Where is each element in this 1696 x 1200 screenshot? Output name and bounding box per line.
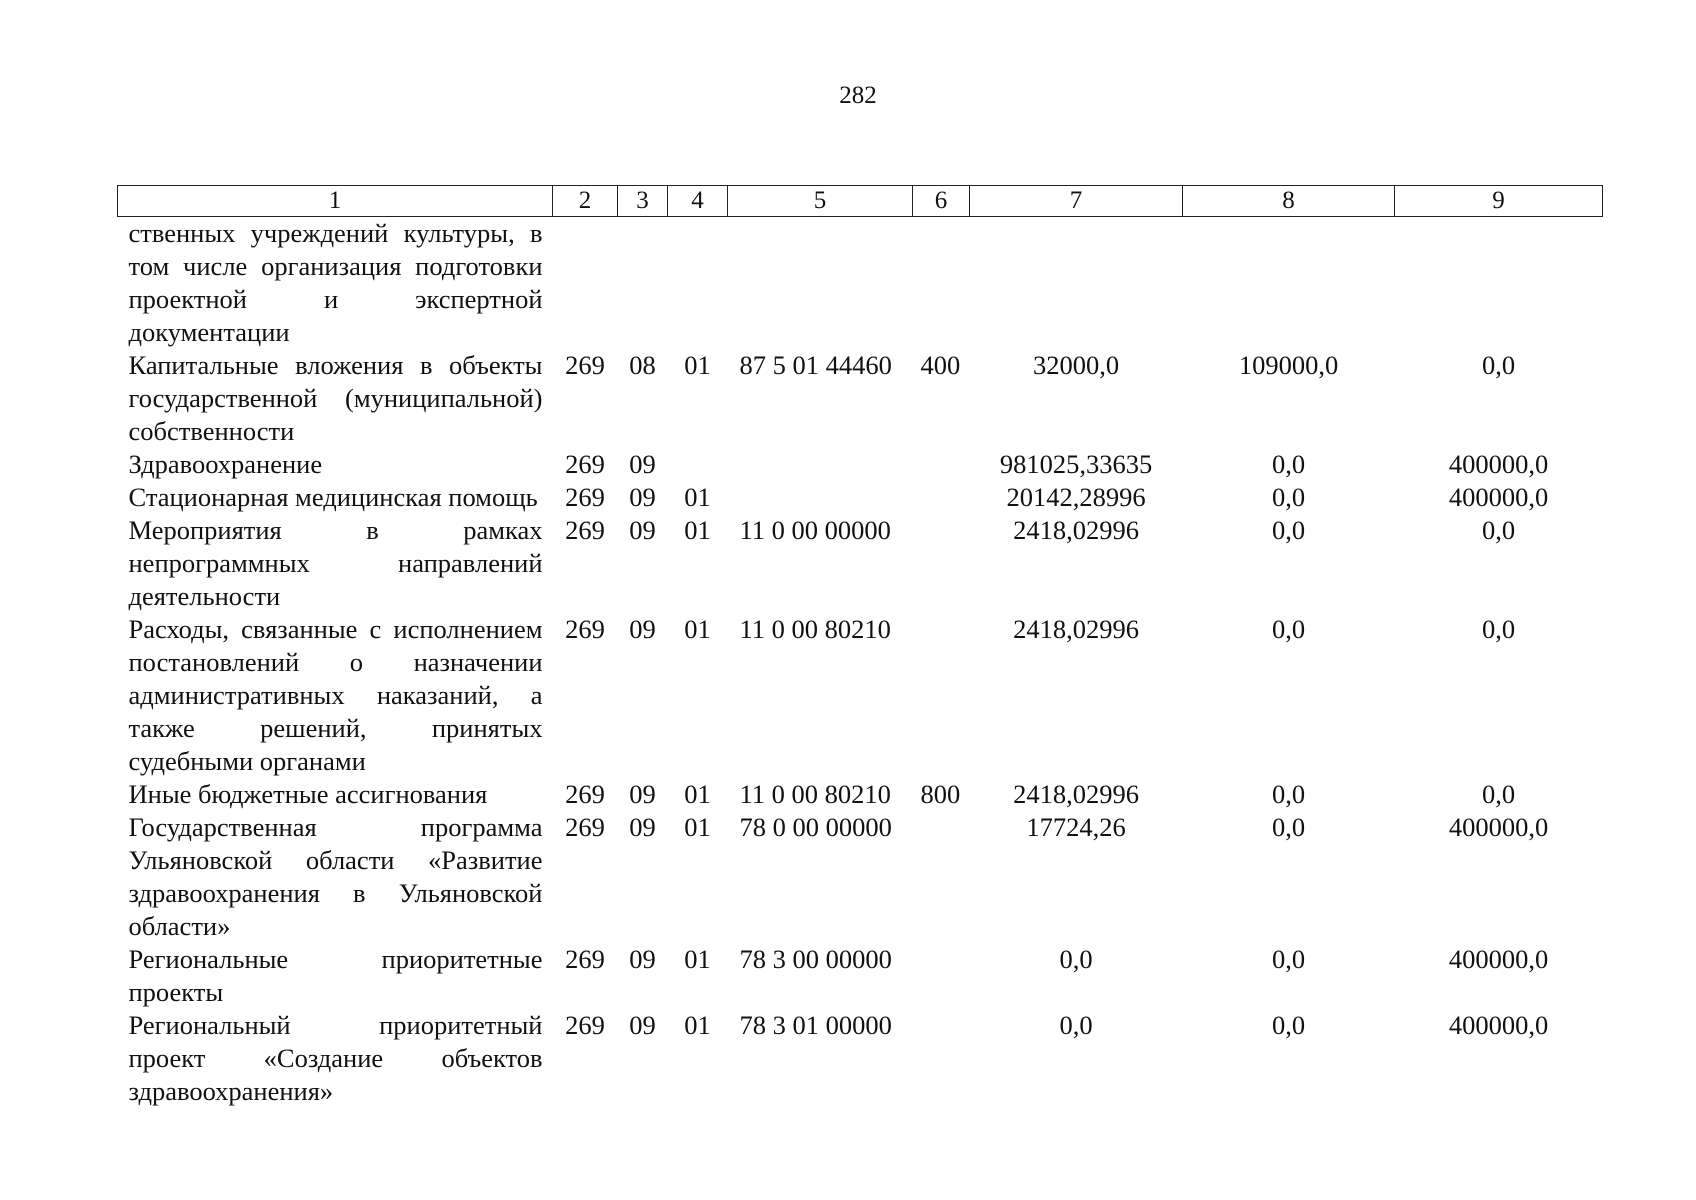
row-value-9: 400000,0 <box>1448 449 1549 479</box>
row-value-7: 981025,33635 <box>999 449 1153 479</box>
row-code-4 <box>668 217 728 350</box>
column-header-8: 8 <box>1183 186 1395 217</box>
row-code-2 <box>553 217 618 350</box>
row-value-8: 0,0 <box>1271 482 1306 512</box>
row-name: Расходы, связанные с исполнением постановлений о назначении административных наказаний, а также решений, принятых судебными органами <box>128 614 543 776</box>
budget-table-section <box>117 185 1602 1108</box>
row-code-3: 09 <box>629 1010 656 1040</box>
table-row <box>118 943 1603 1009</box>
row-value-7: 17724,26 <box>1026 812 1126 842</box>
row-name: Государственная программа Ульяновской области «Развитие здравоохранения в Ульяновской области» <box>128 812 543 941</box>
row-value-7: 2418,02996 <box>1013 614 1139 644</box>
row-code-6: 800 <box>920 779 961 809</box>
row-name: Стационарная медицинская помощь <box>128 482 538 512</box>
row-value-7 <box>970 217 1183 350</box>
row-code-5: 78 3 01 00000 <box>739 1010 892 1040</box>
row-code-5 <box>728 481 913 514</box>
table-row <box>118 613 1603 778</box>
row-code-4: 01 <box>684 779 711 809</box>
column-header-7: 7 <box>970 186 1183 217</box>
row-value-8: 0,0 <box>1271 812 1306 842</box>
column-header-6: 6 <box>913 186 970 217</box>
row-value-9: 0,0 <box>1481 614 1516 644</box>
row-code-3: 09 <box>629 515 656 545</box>
row-code-4: 01 <box>684 1010 711 1040</box>
row-code-6 <box>913 448 970 481</box>
row-code-3: 09 <box>629 614 656 644</box>
row-code-2: 269 <box>565 515 605 545</box>
row-code-2: 269 <box>565 1010 605 1040</box>
row-code-3: 09 <box>629 779 656 809</box>
row-value-8 <box>1183 217 1395 350</box>
row-value-8: 0,0 <box>1271 1010 1306 1040</box>
table-row <box>118 778 1603 811</box>
row-name: Капитальные вложения в объекты государственной (муниципальной) собственности <box>128 350 543 446</box>
row-code-6: 400 <box>920 350 961 380</box>
row-code-5: 78 3 00 00000 <box>739 944 892 974</box>
row-code-2: 269 <box>565 350 605 380</box>
column-header-5: 5 <box>728 186 913 217</box>
row-code-6 <box>913 613 970 778</box>
row-code-6 <box>913 514 970 613</box>
row-code-4: 01 <box>684 515 711 545</box>
table-row <box>118 514 1603 613</box>
row-code-3: 09 <box>629 812 656 842</box>
header-row <box>118 186 1603 217</box>
row-code-3 <box>618 217 668 350</box>
row-code-2: 269 <box>565 944 605 974</box>
row-code-5: 11 0 00 80210 <box>739 614 891 644</box>
budget-table <box>117 185 1603 1108</box>
row-code-6 <box>913 811 970 943</box>
row-value-9: 400000,0 <box>1448 812 1549 842</box>
column-header-2: 2 <box>553 186 618 217</box>
row-value-9: 0,0 <box>1481 350 1516 380</box>
row-code-2: 269 <box>565 449 605 479</box>
row-value-9: 400000,0 <box>1448 944 1549 974</box>
row-value-7: 32000,0 <box>1032 350 1120 380</box>
column-header-3: 3 <box>618 186 668 217</box>
row-value-9: 0,0 <box>1481 515 1516 545</box>
row-value-9: 400000,0 <box>1448 1010 1549 1040</box>
row-code-4: 01 <box>684 812 711 842</box>
row-code-3: 09 <box>629 449 656 479</box>
row-value-9 <box>1395 217 1603 350</box>
row-code-5: 11 0 00 00000 <box>739 515 891 545</box>
row-value-8: 0,0 <box>1271 614 1306 644</box>
row-value-7: 20142,28996 <box>1006 482 1146 512</box>
row-name: ственных учреждений культуры, в том числе организация подготовки проектной и экспертной документации <box>128 218 543 347</box>
table-row <box>118 811 1603 943</box>
row-value-8: 0,0 <box>1271 449 1306 479</box>
row-code-5: 78 0 00 00000 <box>739 812 892 842</box>
row-value-7: 0,0 <box>1059 1010 1093 1040</box>
row-code-4: 01 <box>684 614 711 644</box>
row-name: Мероприятия в рамках непрограммных направлений деятельности <box>128 515 543 611</box>
page-number: 282 <box>839 82 877 109</box>
row-code-4: 01 <box>684 482 711 512</box>
row-name: Региональный приоритетный проект «Создание объектов здравоохранения» <box>128 1010 543 1106</box>
row-value-8: 109000,0 <box>1238 350 1339 380</box>
column-header-9: 9 <box>1395 186 1603 217</box>
row-code-3: 09 <box>629 482 656 512</box>
row-name: Иные бюджетные ассигнования <box>128 779 488 809</box>
row-value-7: 0,0 <box>1059 944 1093 974</box>
table-body <box>118 217 1603 1109</box>
row-value-8: 0,0 <box>1271 779 1306 809</box>
table-row <box>118 1009 1603 1108</box>
row-value-9: 400000,0 <box>1448 482 1549 512</box>
row-code-6 <box>913 1009 970 1108</box>
row-value-8: 0,0 <box>1271 944 1306 974</box>
row-code-4: 01 <box>684 350 711 380</box>
row-name: Региональные приоритетные проекты <box>128 944 543 1007</box>
row-value-7: 2418,02996 <box>1013 515 1139 545</box>
table-row <box>118 481 1603 514</box>
column-header-4: 4 <box>668 186 728 217</box>
table-row <box>118 349 1603 448</box>
row-name: Здравоохранение <box>128 449 323 479</box>
row-code-6 <box>913 217 970 350</box>
row-code-4: 01 <box>684 944 711 974</box>
row-code-2: 269 <box>565 482 605 512</box>
row-code-6 <box>913 943 970 1009</box>
row-code-5: 87 5 01 44460 <box>739 350 892 380</box>
row-code-6 <box>913 481 970 514</box>
row-code-4 <box>668 448 728 481</box>
row-code-2: 269 <box>565 779 605 809</box>
row-code-5 <box>728 217 913 350</box>
row-code-5: 11 0 00 80210 <box>739 779 891 809</box>
row-value-7: 2418,02996 <box>1013 779 1139 809</box>
table-header <box>118 186 1603 217</box>
row-code-3: 09 <box>629 944 656 974</box>
row-code-5 <box>728 448 913 481</box>
row-value-9: 0,0 <box>1481 779 1516 809</box>
table-row <box>118 217 1603 350</box>
row-code-3: 08 <box>629 350 656 380</box>
row-code-2: 269 <box>565 614 605 644</box>
row-code-2: 269 <box>565 812 605 842</box>
table-row <box>118 448 1603 481</box>
column-header-1: 1 <box>118 186 553 217</box>
row-value-8: 0,0 <box>1271 515 1306 545</box>
